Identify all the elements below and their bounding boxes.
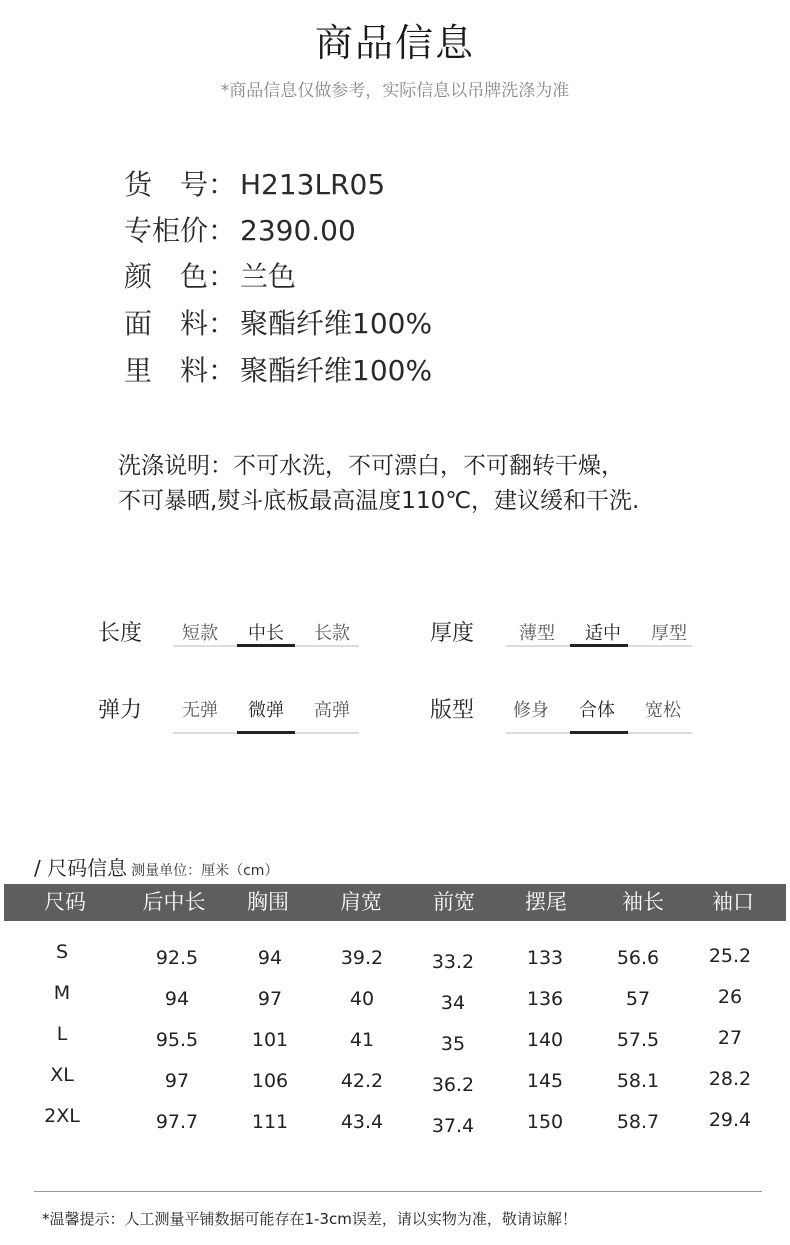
attr-option-selected: 适中 bbox=[585, 623, 621, 644]
size-info-unit: 测量单位：厘米（cm） bbox=[131, 863, 279, 879]
attr-option-selected: 合体 bbox=[579, 700, 615, 721]
care-instructions-line-2: 不可暴晒,熨斗底板最高温度110℃，建议缓和干洗. bbox=[118, 488, 640, 514]
cell-back-length: 97 bbox=[164, 1070, 190, 1092]
cell-sleeve-length: 57 bbox=[625, 988, 651, 1010]
info-label: 货 号： bbox=[124, 168, 237, 201]
info-label: 里 料： bbox=[124, 354, 237, 387]
cell-chest: 111 bbox=[251, 1111, 289, 1133]
care-instructions-line-1: 洗涤说明：不可水洗，不可漂白，不可翻转干燥， bbox=[118, 453, 624, 479]
attr-label-length: 长度 bbox=[98, 621, 143, 646]
info-value: 2390.00 bbox=[240, 214, 356, 247]
size-table-header bbox=[4, 884, 786, 921]
info-value: H213LR05 bbox=[240, 168, 386, 201]
cell-cuff: 26 bbox=[717, 986, 743, 1008]
cell-cuff: 27 bbox=[717, 1027, 743, 1049]
attr-option: 薄型 bbox=[519, 623, 555, 644]
cell-chest: 97 bbox=[257, 988, 283, 1010]
cell-back-length: 97.7 bbox=[155, 1111, 199, 1133]
cell-cuff: 25.2 bbox=[708, 945, 752, 967]
attr-option-selected: 微弹 bbox=[248, 700, 284, 721]
cell-back-length: 95.5 bbox=[155, 1029, 199, 1051]
cell-chest: 94 bbox=[257, 947, 283, 969]
col-header-chest: 胸围 bbox=[247, 890, 289, 914]
info-item-number bbox=[124, 163, 385, 203]
cell-sleeve-length: 58.7 bbox=[616, 1111, 660, 1133]
cell-back-length: 94 bbox=[164, 988, 190, 1010]
col-header-back-length: 后中长 bbox=[142, 890, 206, 914]
attr-label-fit: 版型 bbox=[430, 698, 475, 723]
cell-chest: 101 bbox=[251, 1029, 289, 1051]
cell-shoulder: 43.4 bbox=[340, 1111, 384, 1133]
cell-sleeve-length: 57.5 bbox=[616, 1029, 660, 1051]
cell-shoulder: 39.2 bbox=[340, 947, 384, 969]
attr-label-thickness: 厚度 bbox=[430, 621, 475, 646]
attr-selected-indicator bbox=[237, 644, 295, 647]
info-item-color bbox=[124, 255, 296, 295]
info-label: 专柜价： bbox=[124, 214, 237, 247]
cell-shoulder: 41 bbox=[349, 1029, 375, 1051]
cell-sleeve-length: 58.1 bbox=[616, 1070, 660, 1092]
cell-hem: 145 bbox=[526, 1070, 564, 1092]
footer-divider bbox=[34, 1191, 762, 1192]
cell-hem: 133 bbox=[526, 947, 564, 969]
col-header-front-width: 前宽 bbox=[433, 890, 475, 914]
cell-shoulder: 40 bbox=[349, 988, 375, 1010]
footer-note: *温馨提示：人工测量平铺数据可能存在1-3cm误差，请以实物为准，敬请谅解！ bbox=[42, 1210, 577, 1228]
info-item-price bbox=[124, 209, 356, 249]
info-label: 面 料： bbox=[124, 307, 237, 340]
col-header-size: 尺码 bbox=[44, 890, 86, 914]
attr-selected-indicator bbox=[570, 731, 628, 734]
cell-front-width: 35 bbox=[440, 1033, 466, 1055]
col-header-cuff: 袖口 bbox=[712, 890, 754, 914]
cell-back-length: 92.5 bbox=[155, 947, 199, 969]
col-header-shoulder: 肩宽 bbox=[340, 890, 382, 914]
page-title: 商品信息 bbox=[314, 21, 475, 65]
cell-front-width: 37.4 bbox=[431, 1115, 475, 1137]
info-value: 兰色 bbox=[240, 260, 297, 293]
cell-front-width: 36.2 bbox=[431, 1074, 475, 1096]
cell-size: L bbox=[56, 1023, 68, 1045]
cell-chest: 106 bbox=[251, 1070, 289, 1092]
info-value: 聚酯纤维100% bbox=[240, 307, 433, 340]
attr-option: 高弹 bbox=[314, 700, 350, 721]
size-info-heading bbox=[34, 852, 278, 881]
attr-option: 宽松 bbox=[645, 700, 681, 721]
attr-selected-indicator bbox=[237, 731, 295, 734]
col-header-sleeve-length: 袖长 bbox=[622, 890, 664, 914]
info-item-fabric bbox=[124, 302, 432, 342]
cell-hem: 136 bbox=[526, 988, 564, 1010]
attr-option: 无弹 bbox=[182, 700, 218, 721]
cell-front-width: 33.2 bbox=[431, 951, 475, 973]
cell-shoulder: 42.2 bbox=[340, 1070, 384, 1092]
cell-hem: 140 bbox=[526, 1029, 564, 1051]
attr-option: 厚型 bbox=[651, 623, 687, 644]
cell-size: 2XL bbox=[44, 1105, 80, 1127]
attr-label-elasticity: 弹力 bbox=[98, 698, 143, 723]
cell-hem: 150 bbox=[526, 1111, 564, 1133]
cell-size: S bbox=[55, 941, 69, 963]
cell-size: XL bbox=[50, 1064, 74, 1086]
cell-sleeve-length: 56.6 bbox=[616, 947, 660, 969]
attr-option: 短款 bbox=[182, 623, 218, 644]
info-value: 聚酯纤维100% bbox=[240, 354, 433, 387]
cell-front-width: 34 bbox=[440, 992, 466, 1014]
cell-cuff: 29.4 bbox=[708, 1109, 752, 1131]
info-item-lining bbox=[124, 349, 432, 389]
cell-size: M bbox=[53, 982, 71, 1004]
cell-cuff: 28.2 bbox=[708, 1068, 752, 1090]
attr-option: 长款 bbox=[314, 623, 350, 644]
info-label: 颜 色： bbox=[124, 260, 237, 293]
attr-option: 修身 bbox=[513, 700, 549, 721]
attr-selected-indicator bbox=[570, 644, 628, 647]
size-info-title: / 尺码信息 bbox=[34, 856, 128, 880]
col-header-hem: 摆尾 bbox=[525, 890, 567, 914]
attr-option-selected: 中长 bbox=[248, 623, 284, 644]
page-subtitle: *商品信息仅做参考，实际信息以吊牌洗涤为准 bbox=[220, 81, 570, 101]
